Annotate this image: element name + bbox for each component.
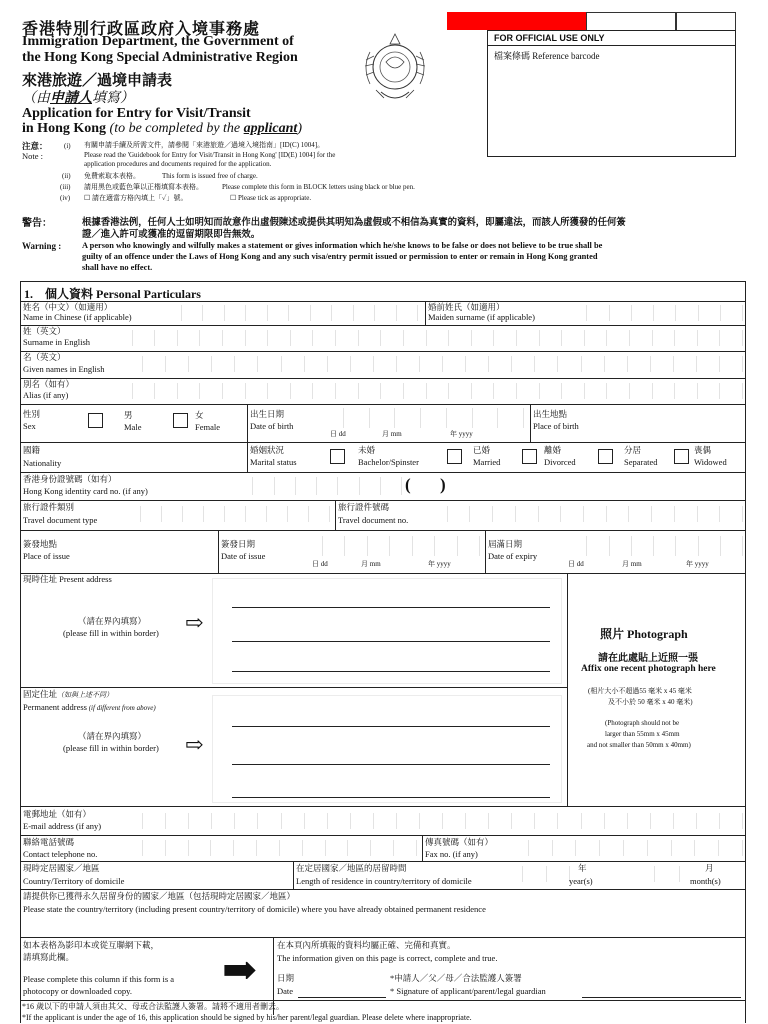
doi-label-zh: 簽發日期 bbox=[221, 539, 256, 549]
single-label-en: Bachelor/Spinster bbox=[358, 457, 419, 467]
photo-size-en2: larger than 55mm x 45mm bbox=[605, 730, 680, 738]
year-label-en: year(s) bbox=[569, 876, 593, 886]
tel-label-zh: 聯絡電話號碼 bbox=[23, 837, 75, 847]
pob-label-en: Place of birth bbox=[533, 421, 579, 431]
length-label-zh: 在定居國家／地區的居留時間 bbox=[296, 863, 407, 873]
pob-label-zh: 出生地點 bbox=[533, 409, 568, 419]
dept-en-2: the Hong Kong Special Administrative Region bbox=[22, 50, 298, 65]
poi-label-zh: 簽發地點 bbox=[23, 539, 58, 549]
married-checkbox[interactable] bbox=[447, 449, 462, 464]
title-en-2c: applicant bbox=[243, 121, 298, 136]
td-no-label-en: Travel document no. bbox=[338, 515, 409, 525]
permanent-address-field[interactable] bbox=[212, 695, 562, 803]
note-3-en: Please complete this form in BLOCK letters using black or blue pen. bbox=[222, 183, 415, 191]
separated-checkbox[interactable] bbox=[598, 449, 613, 464]
perm-res-label-zh: 請提供你已獲得永久居留身份的國家／地區（包括現時定居國家／地區） bbox=[23, 891, 296, 901]
doi-label-en: Date of issue bbox=[221, 551, 266, 561]
name-chinese-label-zh: 姓名（中文）（如適用） bbox=[23, 302, 113, 312]
warning-en-1: A person who knowingly and wilfully makes a statement or gives information which he/she knows to be false or does not believe to be true shall be bbox=[82, 241, 603, 250]
telephone-field[interactable] bbox=[120, 840, 417, 856]
photo-affix-zh: 請在此處貼上近照一張 bbox=[598, 653, 698, 664]
red-redaction-tab bbox=[447, 12, 586, 30]
hkid-field[interactable] bbox=[232, 477, 402, 495]
warning-zh-1: 根據香港法例，任何人士如明知而故意作出虛假陳述或提供其明知為虛假或不相信為真實的資料，即屬違法，而該人所獲發的任何簽 bbox=[82, 218, 626, 228]
month-label-zh: 月 bbox=[705, 863, 714, 873]
title-en-2a: in Hong Kong bbox=[22, 121, 107, 136]
perm-label-en-line bbox=[23, 703, 156, 713]
by-applicant: 申請人 bbox=[50, 91, 92, 106]
barcode-label: 檔案條碼 Reference barcode bbox=[494, 51, 600, 61]
fax-field[interactable] bbox=[505, 840, 743, 856]
doe-dd: 日 dd bbox=[568, 560, 584, 568]
dob-yyyy: 年 yyyy bbox=[450, 430, 473, 438]
present-address-field[interactable] bbox=[212, 578, 562, 684]
photo-title: 照片 Photograph bbox=[600, 627, 688, 641]
female-checkbox[interactable] bbox=[173, 413, 188, 428]
note-4-zh: ☐ 請在適當方格內填上「✓」號。 bbox=[84, 194, 188, 202]
dob-label-en: Date of birth bbox=[250, 421, 294, 431]
email-label-en: E-mail address (if any) bbox=[23, 821, 102, 831]
length-years-field[interactable] bbox=[500, 866, 570, 882]
note-1-zh: 有關申請手續及所需文件，請參閱「來港旅遊／過境入境指南」[ID(C) 1004]。 bbox=[84, 141, 325, 149]
by-applicant-zh bbox=[22, 87, 134, 107]
note-1-en1: Please read the 'Guidebook for Entry for Visit/Transit in Hong Kong' [ID(E) 1004] for the bbox=[84, 151, 336, 159]
note-num-2: (ii) bbox=[62, 172, 71, 180]
hkid-check-digit[interactable] bbox=[416, 478, 438, 495]
year-label-zh: 年 bbox=[578, 863, 587, 873]
hkid-label-en: Hong Kong identity card no. (if any) bbox=[23, 486, 148, 496]
photo-size-en3: and not smaller than 50mm x 40mm) bbox=[587, 741, 691, 749]
declaration-en: The information given on this page is correct, complete and true. bbox=[277, 953, 498, 963]
alias-label-en: Alias (if any) bbox=[23, 390, 69, 400]
divorced-label-zh: 離婚 bbox=[544, 445, 562, 455]
doi-field[interactable] bbox=[300, 536, 480, 556]
copy-note-zh2: 請填寫此欄。 bbox=[23, 952, 75, 962]
dept-en-1: Immigration Department, the Government of bbox=[22, 34, 294, 49]
marital-label-zh: 婚姻狀況 bbox=[250, 445, 285, 455]
month-label-en: month(s) bbox=[690, 876, 721, 886]
maiden-label-zh: 婚前姓氏（如適用） bbox=[428, 302, 505, 312]
poi-label-en: Place of issue bbox=[23, 551, 70, 561]
doe-field[interactable] bbox=[565, 536, 743, 556]
perm-res-label-en: Please state the country/territory (including present country/territory of domicile) where you have already obtained permanent residence bbox=[23, 904, 486, 914]
photo-size-en1: (Photograph should not be bbox=[605, 719, 680, 727]
fax-label-zh: 傳真號碼（如有） bbox=[425, 837, 494, 847]
surname-label-en: Surname in English bbox=[23, 337, 91, 347]
female-label-en: Female bbox=[195, 422, 221, 432]
name-chinese-field[interactable] bbox=[160, 305, 418, 321]
dob-label-zh: 出生日期 bbox=[250, 409, 285, 419]
doe-mm: 月 mm bbox=[622, 560, 642, 568]
doe-yyyy: 年 yyyy bbox=[686, 560, 709, 568]
note-num-3: (iii) bbox=[60, 183, 71, 191]
copy-note-en1: Please complete this column if this form is a bbox=[23, 974, 175, 984]
perm-fill-zh: （請在界內填寫） bbox=[78, 731, 147, 741]
sex-label-zh: 性別 bbox=[23, 409, 41, 419]
divorced-label-en: Divorced bbox=[544, 457, 576, 467]
doe-label-zh: 屆滿日期 bbox=[488, 539, 523, 549]
fax-label-en: Fax no. (if any) bbox=[425, 849, 478, 859]
divorced-checkbox[interactable] bbox=[522, 449, 537, 464]
declaration-zh: 在本頁內所填報的資料均屬正確、完備和真實。 bbox=[277, 940, 456, 950]
surname-label-zh: 姓（英文） bbox=[23, 326, 66, 336]
photo-area[interactable] bbox=[568, 574, 745, 805]
perm-label-zh-line bbox=[23, 690, 113, 700]
hkid-check-close: ) bbox=[440, 475, 446, 494]
td-type-label-en: Travel document type bbox=[23, 515, 98, 525]
arrow-right-icon: ⇨ bbox=[185, 610, 204, 635]
warning-label-en: Warning : bbox=[22, 241, 62, 251]
copy-note-zh1: 如本表格為影印本或從互聯網下載， bbox=[23, 940, 160, 950]
td-no-label-zh: 旅行證件號碼 bbox=[338, 502, 390, 512]
single-checkbox[interactable] bbox=[330, 449, 345, 464]
signature-line[interactable] bbox=[582, 997, 741, 998]
female-label-zh: 女 bbox=[195, 410, 204, 420]
perm-label-zh: 固定住址 bbox=[23, 689, 58, 699]
signature-label-zh: *申請人／父／母／合法監護人簽署 bbox=[390, 973, 522, 983]
note-2-en: This form is issued free of charge. bbox=[162, 172, 258, 180]
hkid-check-open: ( bbox=[405, 475, 411, 494]
by-post: 填寫） bbox=[92, 91, 134, 106]
married-label-zh: 已婚 bbox=[473, 445, 491, 455]
arrow-right-icon: ⇨ bbox=[185, 732, 204, 757]
perm-note-zh: （如與上述不同） bbox=[57, 691, 114, 699]
perm-note-en: (if different from above) bbox=[86, 704, 156, 712]
section-1-title: 1. 個人資料 Personal Particulars bbox=[24, 287, 201, 301]
male-label-zh: 男 bbox=[124, 410, 133, 420]
nationality-label-zh: 國籍 bbox=[23, 445, 41, 455]
present-fill-zh: （請在界內填寫） bbox=[78, 616, 147, 626]
emblem-icon bbox=[356, 22, 434, 110]
photo-affix-en: Affix one recent photograph here bbox=[581, 664, 716, 674]
td-type-label-zh: 旅行證件類別 bbox=[23, 502, 75, 512]
male-label-en: Male bbox=[124, 422, 142, 432]
dob-dd: 日 dd bbox=[330, 430, 346, 438]
warning-en-2: guilty of an offence under the Laws of Hong Kong and any such visa/entry permit issued or permission to enter or remain in Hong Kong granted bbox=[82, 252, 598, 261]
dob-mm: 月 mm bbox=[382, 430, 402, 438]
note-label-zh: 注意： bbox=[22, 141, 48, 151]
title-en-1: Application for Entry for Visit/Transit bbox=[22, 106, 251, 121]
maiden-surname-field[interactable] bbox=[565, 305, 743, 321]
note-1-en2: application procedures and documents required for the application. bbox=[84, 160, 272, 168]
title-en-2b: (to be completed by the bbox=[106, 121, 244, 136]
hkid-label-zh: 香港身份證號碼（如有） bbox=[23, 474, 117, 484]
td-type-field[interactable] bbox=[120, 506, 330, 522]
perm-fill-en: (please fill in within border) bbox=[63, 743, 159, 753]
marital-label-en: Marital status bbox=[250, 457, 297, 467]
note-num-1: (i) bbox=[64, 142, 71, 150]
domicile-label-zh: 現時定居國家／地區 bbox=[23, 863, 100, 873]
doi-mm: 月 mm bbox=[361, 560, 381, 568]
length-months-field[interactable] bbox=[630, 866, 680, 882]
married-label-en: Married bbox=[473, 457, 501, 467]
signature-label-en: * Signature of applicant/parent/legal guardian bbox=[390, 986, 546, 996]
under16-note-en: *If the applicant is under the age of 16, this application should be signed by his/her parent/legal guardian. Please delete where inappropriate. bbox=[22, 1013, 472, 1022]
name-chinese-label-en: Name in Chinese (if applicable) bbox=[23, 312, 132, 322]
date-label-en: Date bbox=[277, 986, 294, 996]
form-number-box bbox=[586, 12, 676, 30]
warning-zh-2: 證／進入許可或獲准的逗留期限即告無效。 bbox=[82, 230, 261, 240]
doi-dd: 日 dd bbox=[312, 560, 328, 568]
doe-label-en: Date of expiry bbox=[488, 551, 538, 561]
perm-label-en: Permanent address bbox=[23, 702, 87, 712]
perm-res-field[interactable] bbox=[22, 918, 744, 935]
male-checkbox[interactable] bbox=[88, 413, 103, 428]
present-address-label: 現時住址 Present address bbox=[23, 574, 112, 584]
nationality-label-en: Nationality bbox=[23, 458, 62, 468]
email-field[interactable] bbox=[120, 813, 743, 829]
title-en-2d: ) bbox=[297, 121, 302, 136]
separated-label-zh: 分居 bbox=[624, 445, 642, 455]
under16-note-zh: *16 歲以下的申請人須由其父、母或合法監護人簽署。請將不適用者刪去。 bbox=[22, 1002, 284, 1011]
note-num-4: (iv) bbox=[60, 194, 71, 202]
tel-label-en: Contact telephone no. bbox=[23, 849, 98, 859]
form-number-box-2 bbox=[676, 12, 736, 30]
separated-label-en: Separated bbox=[624, 457, 658, 467]
note-2-zh: 免費索取本表格。 bbox=[84, 172, 140, 180]
photo-size-zh1: (相片大小不超過55 毫米 x 45 毫米 bbox=[588, 687, 692, 695]
copy-note-en2: photocopy or downloaded copy. bbox=[23, 986, 132, 996]
dept-zh: 香港特別行政區政府入境事務處 bbox=[22, 21, 261, 38]
note-3-zh: 請用黑色或藍色筆以正楷填寫本表格。 bbox=[84, 183, 203, 191]
td-no-field[interactable] bbox=[425, 506, 743, 522]
maiden-label-en: Maiden surname (if applicable) bbox=[428, 312, 535, 322]
arrow-right-icon: ➡ bbox=[222, 948, 258, 994]
surname-field[interactable] bbox=[110, 330, 743, 346]
length-label-en: Length of residence in country/territory of domicile bbox=[296, 876, 472, 886]
doi-yyyy: 年 yyyy bbox=[428, 560, 451, 568]
date-label-zh: 日期 bbox=[277, 973, 295, 983]
warning-label-zh: 警告： bbox=[22, 218, 52, 229]
warning-en-3: shall have no effect. bbox=[82, 263, 153, 272]
single-label-zh: 未婚 bbox=[358, 445, 376, 455]
sex-label-en: Sex bbox=[23, 421, 36, 431]
widowed-label-zh: 喪偶 bbox=[694, 445, 712, 455]
date-line[interactable] bbox=[298, 997, 386, 998]
alias-field[interactable] bbox=[110, 383, 743, 399]
given-label-zh: 名（英文） bbox=[23, 352, 66, 362]
email-label-zh: 電郵地址（如有） bbox=[23, 809, 92, 819]
alias-label-zh: 別名（如有） bbox=[23, 379, 75, 389]
present-fill-en: (please fill in within border) bbox=[63, 628, 159, 638]
note-label-en: Note : bbox=[22, 151, 44, 161]
photo-size-zh2: 及不小於 50 毫米 x 40 毫米) bbox=[608, 698, 693, 706]
widowed-checkbox[interactable] bbox=[674, 449, 689, 464]
title-zh: 來港旅遊／過境申請表 bbox=[22, 73, 173, 89]
dob-field[interactable] bbox=[318, 408, 524, 428]
title-en-2 bbox=[22, 121, 302, 137]
domicile-label-en: Country/Territory of domicile bbox=[23, 876, 125, 886]
official-use-label: FOR OFFICIAL USE ONLY bbox=[494, 33, 605, 43]
given-names-field[interactable] bbox=[120, 356, 743, 372]
given-label-en: Given names in English bbox=[23, 364, 105, 374]
note-4-en: ☐ Please tick as appropriate. bbox=[230, 194, 312, 202]
widowed-label-en: Widowed bbox=[694, 457, 727, 467]
by-pre: （由 bbox=[22, 91, 50, 106]
